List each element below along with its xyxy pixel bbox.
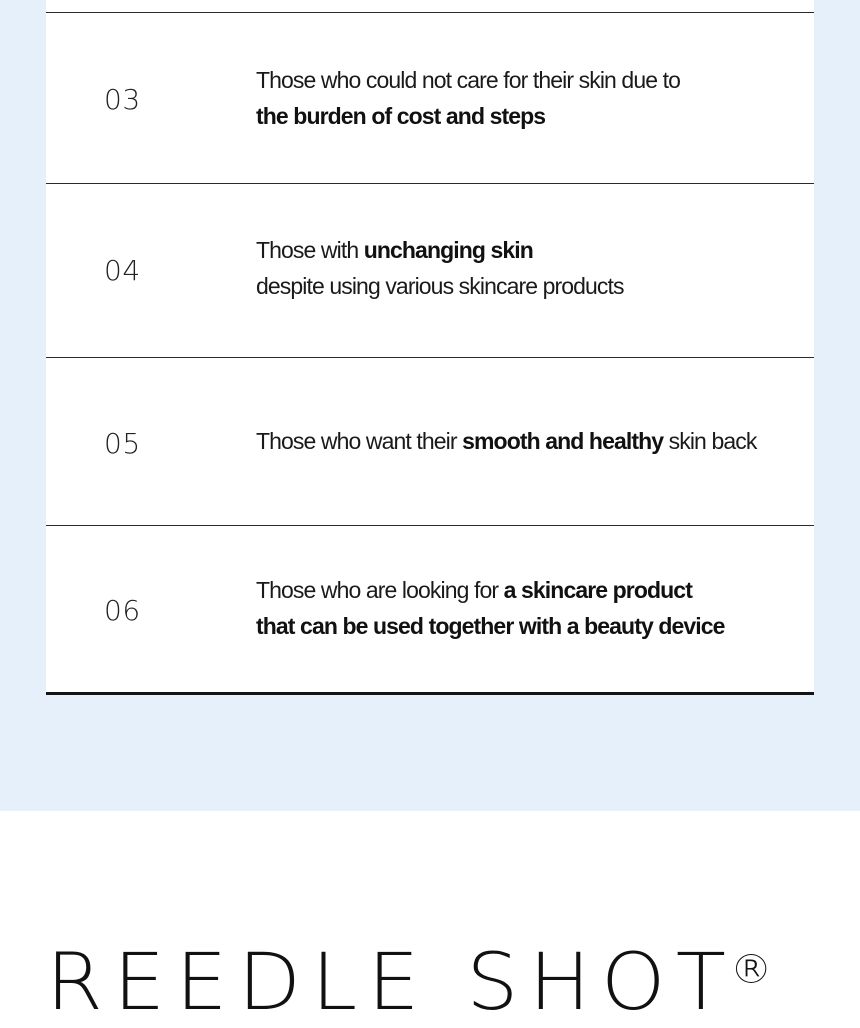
list-item-04 (46, 184, 814, 358)
item-text (256, 423, 808, 459)
list-item-06 (46, 526, 814, 692)
item-text (256, 232, 808, 304)
item-text-line (256, 98, 808, 134)
body-text: Those with (256, 237, 364, 263)
item-text-line (256, 232, 808, 268)
body-text: skin back (663, 428, 757, 454)
body-text: Those who could not care for their skin due to (256, 67, 680, 93)
registered-mark: ® (730, 947, 773, 993)
emphasis-text: smooth and healthy (462, 428, 664, 454)
item-text (256, 572, 808, 644)
item-text-line (256, 268, 808, 304)
emphasis-text: unchanging skin (363, 237, 533, 263)
item-text (256, 62, 808, 134)
brand-name: REEDLE SHOT (46, 938, 737, 1028)
item-number: 03 (104, 83, 141, 116)
item-number: 06 (104, 594, 141, 627)
body-text: despite using various skincare products (256, 273, 624, 299)
body-text: Those who are looking for (256, 577, 504, 603)
item-text-line (256, 572, 808, 608)
list-item-03 (46, 13, 814, 184)
item-text-line (256, 62, 808, 98)
body-text: Those who want their (256, 428, 463, 454)
emphasis-text: that can be used together with a beauty device (256, 613, 725, 639)
emphasis-text: a skincare product (503, 577, 692, 603)
item-number: 05 (104, 427, 141, 460)
list-item-05 (46, 358, 814, 526)
emphasis-text: the burden of cost and steps (256, 103, 546, 129)
brand-wordmark (46, 938, 778, 1028)
bottom-divider (46, 692, 814, 695)
item-text-line (256, 423, 808, 459)
target-list-card (46, 0, 814, 694)
item-number: 04 (104, 254, 141, 287)
item-text-line (256, 608, 808, 644)
